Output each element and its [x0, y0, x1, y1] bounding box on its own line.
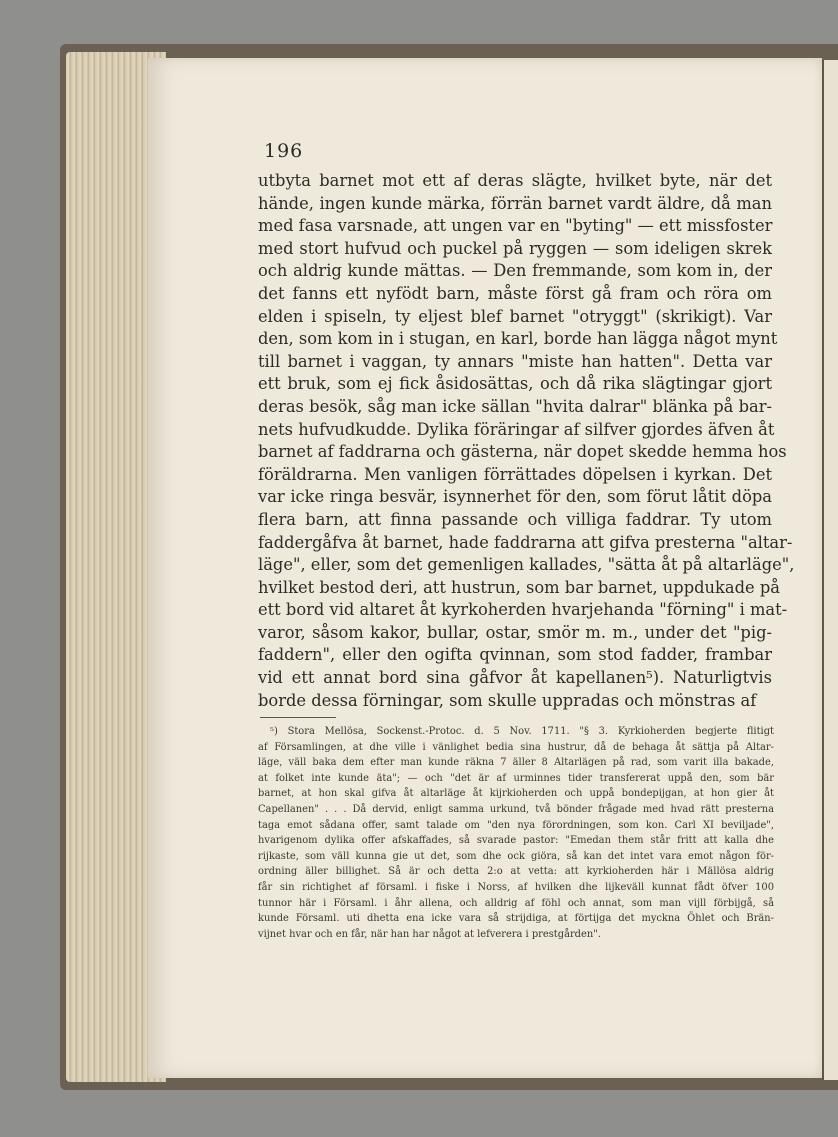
page-number: 196 [264, 140, 304, 162]
text-line: med fasa varsnade, att ungen var en "byting" — ett missfoster [258, 216, 773, 236]
text-line: utbyta barnet mot ett af deras slägte, hvilket byte, när det [258, 171, 772, 190]
footnote-line: rijkaste, som väll kunna gie ut det, som dhe ock giöra, så kan det intet vara emot någon för- [258, 850, 774, 862]
text-line: hände, ingen kunde märka, förrän barnet vardt äldre, då man [258, 193, 772, 213]
text-line: deras besök, såg man icke sällan "hvita dalrar" blänka på bar- [258, 396, 772, 416]
footnote-line: tunnor här i Församl. i åhr allena, och alldrig af föhl och annat, som man vijll förbijgå, så [258, 897, 774, 909]
footnote-line: at folket inte kunde äta"; — och "det är af urminnes tider transfererat uppå den, som bär [258, 772, 774, 784]
text-line: nets hufvudkudde. Dylika föräringar af silfver gjordes äfven åt [258, 419, 775, 439]
text-line: barnet af faddrarna och gästerna, när dopet skedde hemma hos [258, 442, 787, 462]
footnote-line: kunde Församl. uti dhetta ena icke vara så strijdiga, at förtijga det myckna Öhlet och Brän- [258, 913, 774, 925]
text-line: och aldrig kunde mättas. — Den fremmande, som kom in, der [258, 261, 772, 281]
body-text [258, 170, 795, 712]
footnote-line: Capellanen" . . . Då dervid, enligt samma urkund, två bönder frågade med hvad rätt presterna [258, 803, 774, 815]
text-line: till barnet i vaggan, ty annars "miste han hatten". Detta var [258, 351, 772, 371]
footnote-line: ⁵) Stora Mellösa, Sockenst.-Protoc. d. 5 Nov. 1711. "§ 3. Kyrkioherden begjerte flitigt [270, 726, 774, 737]
text-line: borde dessa förningar, som skulle uppradas och mönstras af [258, 690, 757, 710]
footnote [258, 724, 774, 942]
text-line: ett bord vid altaret åt kyrkoherden hvarjehanda "förning" i mat- [258, 600, 788, 620]
next-page-edge [822, 60, 838, 1080]
text-line: var icke ringa besvär, isynnerhet för den, som förut låtit döpa [258, 487, 772, 507]
footnote-line: läge, väll baka dem efter man kunde räkna 7 äller 8 Altarlägen på rad, som varit illa bakade, [258, 757, 774, 769]
text-line: varor, såsom kakor, bullar, ostar, smör m. m., under det "pig- [258, 622, 772, 642]
footnote-rule [260, 717, 336, 718]
text-line: faddern", eller den ogifta qvinnan, som stod fadder, frambar [258, 645, 772, 665]
text-line: flera barn, att finna passande och villiga faddrar. Ty utom [258, 509, 772, 529]
text-line: vid ett annat bord sina gåfvor åt kapellanen⁵). Naturligtvis [258, 668, 772, 688]
text-line: det fanns ett nyfödt barn, måste först gå fram och röra om [258, 283, 772, 303]
text-line: ett bruk, som ej fick åsidosättas, och då rika slägtingar gjort [258, 374, 772, 394]
footnote-line: får sin richtighet af församl. i fiske i Norss, af hvilken dhe lijkeväll kunnat fådt öfver 100 [258, 881, 774, 893]
text-line: hvilket bestod deri, att hustrun, som bar barnet, uppdukade på [258, 577, 780, 597]
text-line: faddergåfva åt barnet, hade faddrarna att gifva presterna "altar- [258, 532, 793, 552]
text-line: föräldrarna. Men vanligen förrättades döpelsen i kyrkan. Det [258, 464, 772, 484]
text-line: med stort hufvud och puckel på ryggen — som ideligen skrek [258, 238, 772, 258]
footnote-line: barnet, at hon skal gifva åt altarläge åt kijrkioherden och uppå bondepijgan, at hon gier åt [258, 788, 774, 800]
footnote-line: taga emot sådana offer, samt talade om "den nya förordningen, som kon. Carl XI beviljade", [258, 819, 774, 831]
text-line: läge", eller, som det gemenligen kallades, "sätta åt på altarläge", [258, 555, 795, 575]
footnote-line: ordning äller billighet. Så är och detta 2:o at vetta: att kyrkioherden här i Mällösa aldrig [258, 866, 774, 878]
text-line: den, som kom in i stugan, en karl, borde han lägga något mynt [258, 329, 778, 349]
footnote-line: af Församlingen, at dhe ville i vänlighet bedia sina hustrur, då de behaga åt sättja på Altar- [258, 741, 774, 753]
text-line: elden i spiseln, ty eljest blef barnet "otryggt" (skrikigt). Var [258, 306, 772, 326]
footnote-line: vijnet hvar och en får, när han har något at lefverera i prestgården". [258, 928, 601, 940]
footnote-line: hvarigenom dylika offer afskaffades, så svarade pastor: "Emedan them står fritt att kalla dhe [258, 835, 774, 847]
